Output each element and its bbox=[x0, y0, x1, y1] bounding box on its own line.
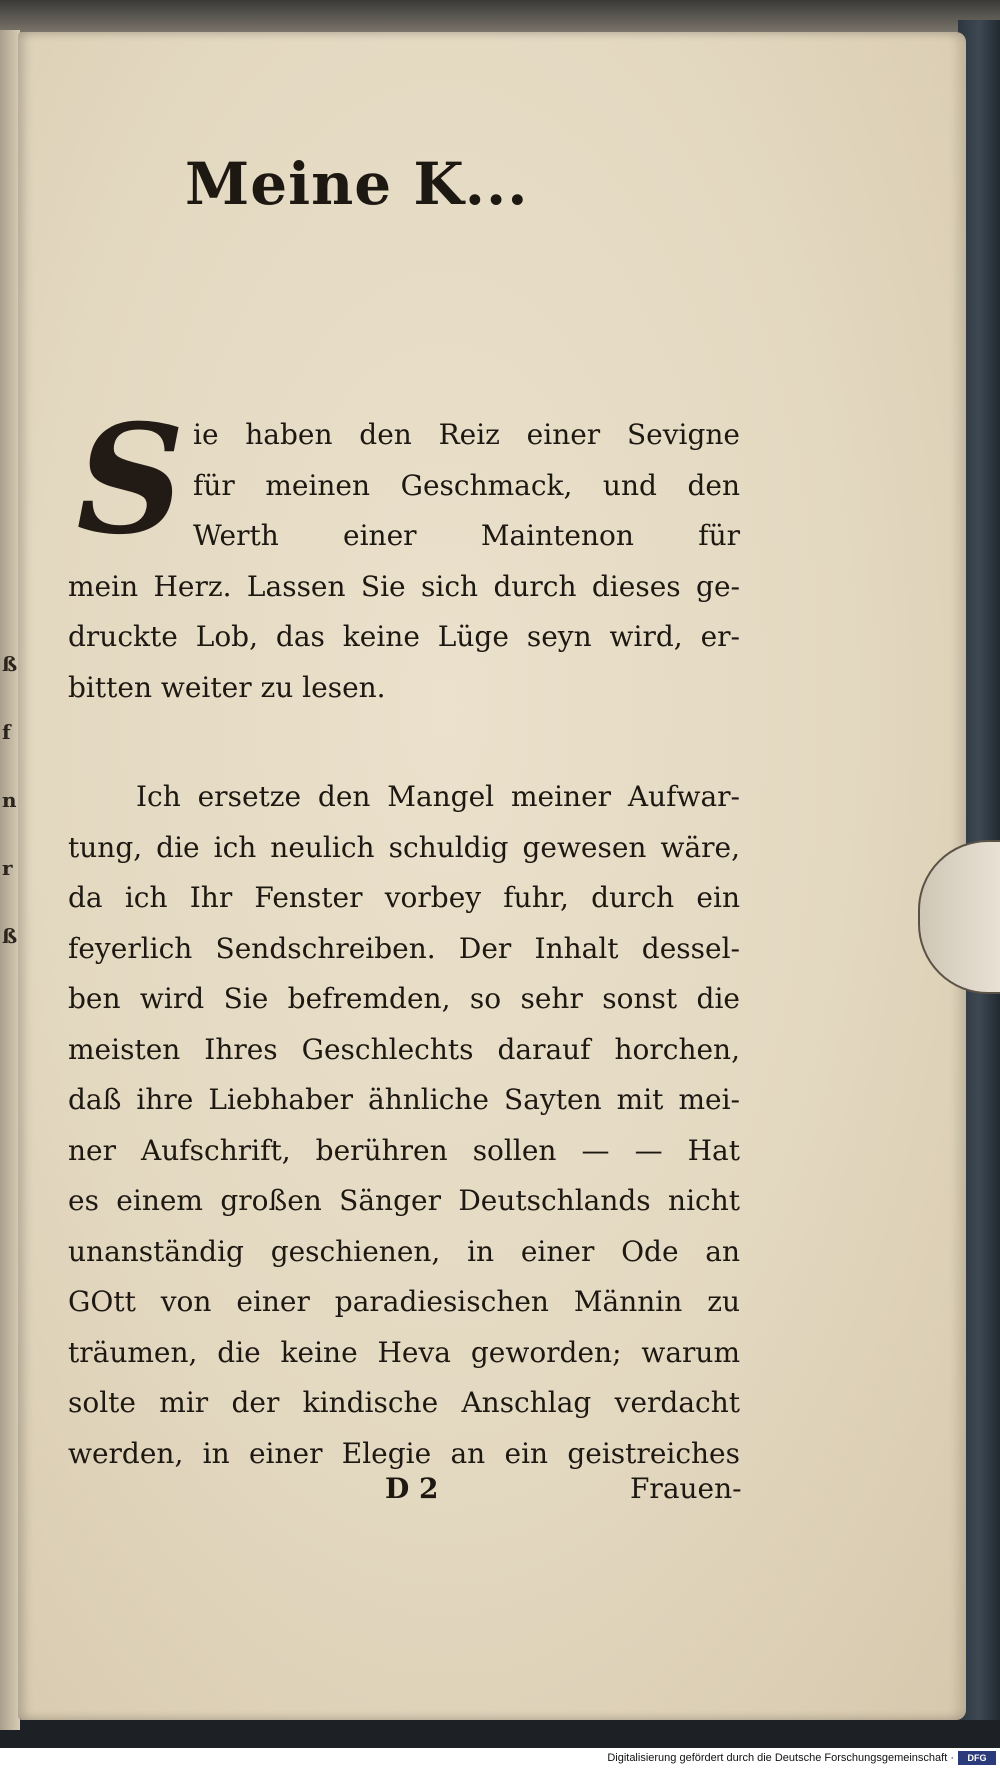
left-fragment: r bbox=[2, 856, 13, 880]
digitization-credit bbox=[0, 1748, 1000, 1768]
text-line: es einem großen Sänger Deutschlands nicht bbox=[68, 1184, 740, 1217]
text-line: für meinen Geschmack, und den bbox=[193, 468, 740, 502]
paragraph-1 bbox=[68, 410, 740, 713]
text-line: feyerlich Sendschreiben. Der Inhalt dessel- bbox=[68, 931, 740, 965]
left-page-edge bbox=[0, 30, 20, 1730]
text-line: daß ihre Liebhaber ähnliche Sayten mit mei- bbox=[68, 1083, 740, 1116]
page-heading: Meine K... bbox=[185, 150, 529, 218]
dfg-logo: DFG bbox=[958, 1751, 996, 1765]
left-fragment: ß bbox=[2, 924, 18, 948]
text-line: ner Aufschrift, berühren sollen — — Hat bbox=[68, 1133, 740, 1167]
catchword: Frauen- bbox=[630, 1472, 742, 1505]
left-page-fragments bbox=[2, 630, 18, 1530]
drop-cap-letter: S bbox=[76, 392, 185, 568]
text-line: solte mir der kindische Anschlag verdacht bbox=[68, 1386, 740, 1419]
left-fragment: f bbox=[2, 720, 11, 744]
credit-text: Digitalisierung gefördert durch die Deutsche Forschungsgemeinschaft · bbox=[607, 1752, 954, 1764]
text-line: unanständig geschienen, in einer Ode an bbox=[68, 1234, 740, 1268]
left-fragment: n bbox=[2, 788, 17, 812]
paragraph-2 bbox=[68, 772, 740, 1479]
text-line: träumen, die keine Heva geworden; warum bbox=[68, 1335, 740, 1369]
text-line: werden, in einer Elegie an ein geistreiches bbox=[68, 1436, 740, 1470]
text-line: bitten weiter zu lesen. bbox=[68, 670, 386, 704]
text-line: GOtt von einer paradiesischen Männin zu bbox=[68, 1285, 740, 1318]
scan-top-edge bbox=[0, 0, 1000, 34]
signature-mark: D 2 bbox=[385, 1472, 439, 1505]
text-line: Ich ersetze den Mangel meiner Aufwar- bbox=[136, 780, 740, 813]
text-line: Werth einer Maintenon für bbox=[193, 519, 740, 552]
text-line: ben wird Sie befremden, so sehr sonst die bbox=[68, 982, 740, 1015]
text-line: da ich Ihr Fenster vorbey fuhr, durch ein bbox=[68, 881, 740, 914]
text-line: druckte Lob, das keine Lüge seyn wird, er- bbox=[68, 620, 740, 653]
left-fragment: ß bbox=[2, 652, 18, 676]
text-line: tung, die ich neulich schuldig gewesen wäre, bbox=[68, 830, 740, 864]
text-line: ie haben den Reiz einer Sevigne bbox=[193, 418, 740, 451]
text-line: meisten Ihres Geschlechts darauf horchen, bbox=[68, 1032, 740, 1066]
text-line: mein Herz. Lassen Sie sich durch dieses ge- bbox=[68, 569, 740, 603]
